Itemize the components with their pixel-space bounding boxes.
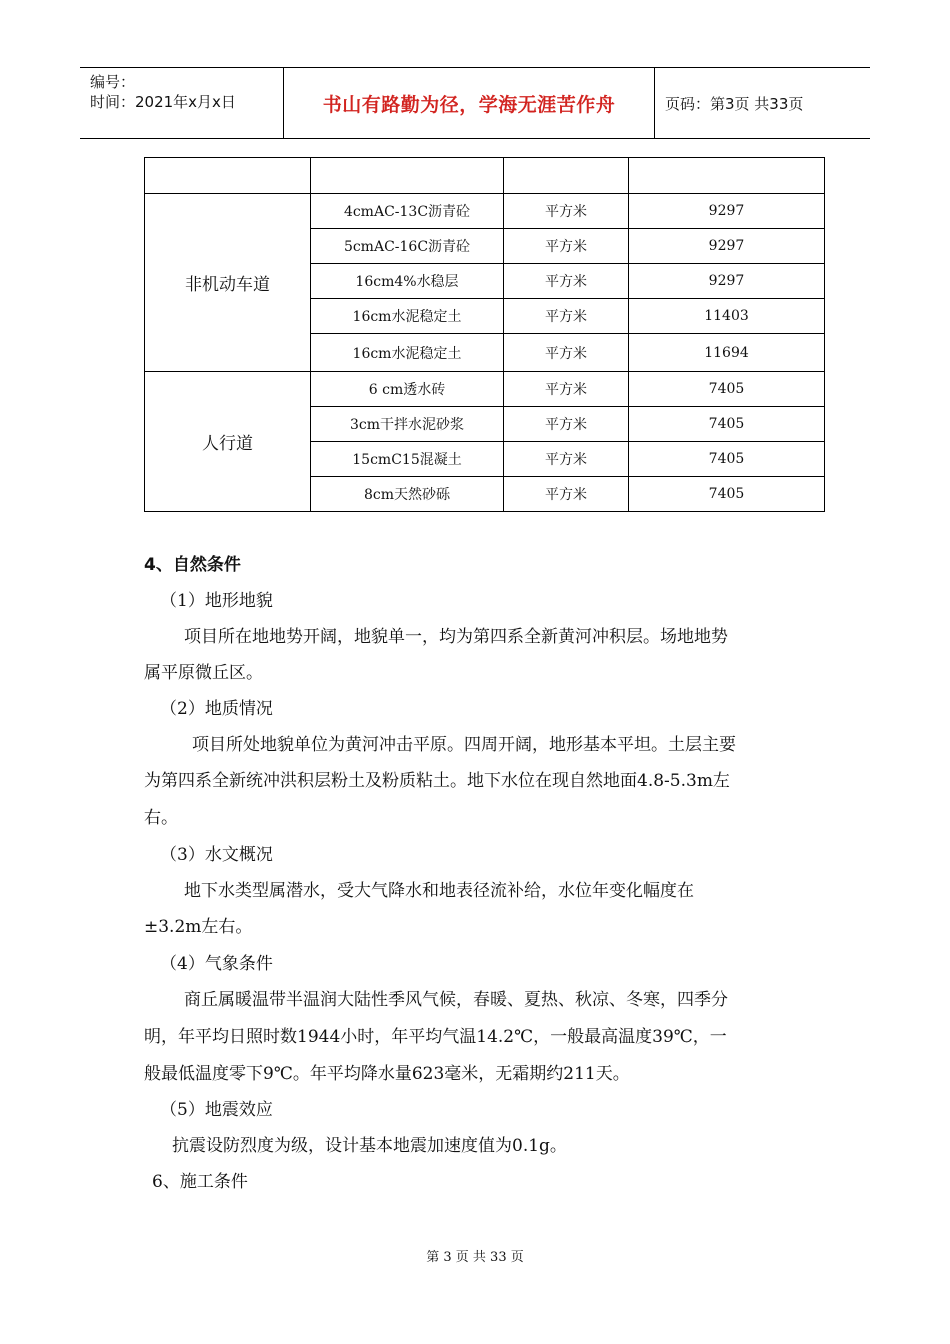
item-cell: 3cm干拌水泥砂浆 [311,407,504,442]
table-row [145,372,825,407]
unit-cell: 平方米 [504,264,629,299]
table-cell [145,158,311,194]
quantity-cell: 9297 [629,194,825,229]
hydrology-text-line: 地下水类型属潜水，受大气降水和地表径流补给，水位年变化幅度在 [184,881,694,901]
motto: 书山有路勤为径，学海无涯苦作舟 [283,68,655,138]
category-cell: 人行道 [145,372,311,512]
item-cell: 16cm4%水稳层 [311,264,504,299]
item-cell: 8cm天然砂砾 [311,477,504,512]
item-cell: 6 cm透水砖 [311,372,504,407]
number-label: 编号： [90,73,136,91]
quantity-cell: 9297 [629,264,825,299]
table-cell [311,158,504,194]
subsection-climate-title: （4）气象条件 [160,954,273,974]
page-header [80,67,870,139]
section-4-title: 4、自然条件 [144,555,241,575]
subsection-seismic-title: （5）地震效应 [160,1100,273,1120]
hydrology-text-line: ±3.2m左右。 [144,917,253,937]
quantity-cell: 9297 [629,229,825,264]
item-cell: 16cm水泥稳定土 [311,334,504,372]
climate-text-line: 般最低温度零下9℃。年平均降水量623毫米，无霜期约211天。 [144,1064,630,1084]
item-cell: 5cmAC-16C沥青砼 [311,229,504,264]
table-row [145,194,825,229]
table-row [145,158,825,194]
subsection-geology-title: （2）地质情况 [160,699,273,719]
quantity-cell: 7405 [629,477,825,512]
geology-text-line: 项目所处地貌单位为黄河冲击平原。四周开阔，地形基本平坦。土层主要 [192,735,736,755]
unit-cell: 平方米 [504,299,629,334]
quantity-cell: 11403 [629,299,825,334]
header-meta [80,68,283,138]
geology-text-line: 右。 [144,808,178,828]
unit-cell: 平方米 [504,372,629,407]
category-cell: 非机动车道 [145,194,311,372]
quantity-cell: 7405 [629,442,825,477]
quantity-cell: 11694 [629,334,825,372]
item-cell: 16cm水泥稳定土 [311,299,504,334]
item-cell: 4cmAC-13C沥青砼 [311,194,504,229]
table-cell [629,158,825,194]
climate-text-line: 商丘属暖温带半温润大陆性季风气候，春暖、夏热、秋凉、冬寒，四季分 [184,990,728,1010]
item-cell: 15cmC15混凝土 [311,442,504,477]
unit-cell: 平方米 [504,407,629,442]
page-indicator: 页码：第3页 共33页 [665,94,804,113]
unit-cell: 平方米 [504,442,629,477]
unit-cell: 平方米 [504,194,629,229]
seismic-text-line: 抗震设防烈度为级，设计基本地震加速度值为0.1g。 [172,1136,567,1156]
terrain-text-line: 属平原微丘区。 [144,663,263,683]
quantity-cell: 7405 [629,407,825,442]
time-label: 时间：2021年x月x日 [90,93,236,111]
subsection-terrain-title: （1）地形地貌 [160,591,273,611]
unit-cell: 平方米 [504,477,629,512]
quantity-cell: 7405 [629,372,825,407]
unit-cell: 平方米 [504,229,629,264]
geology-text-line: 为第四系全新统冲洪积层粉土及粉质粘土。地下水位在现自然地面4.8-5.3m左 [144,771,730,791]
page-footer: 第 3 页 共 33 页 [426,1250,524,1265]
terrain-text-line: 项目所在地地势开阔，地貌单一，均为第四系全新黄河冲积层。场地地势 [184,627,728,647]
quantity-table [144,157,825,512]
climate-text-line: 明，年平均日照时数1944小时，年平均气温14.2℃，一般最高温度39℃，一 [144,1027,727,1047]
unit-cell: 平方米 [504,334,629,372]
subsection-hydrology-title: （3）水文概况 [160,845,273,865]
section-6-title: 6、施工条件 [152,1172,248,1192]
table-cell [504,158,629,194]
